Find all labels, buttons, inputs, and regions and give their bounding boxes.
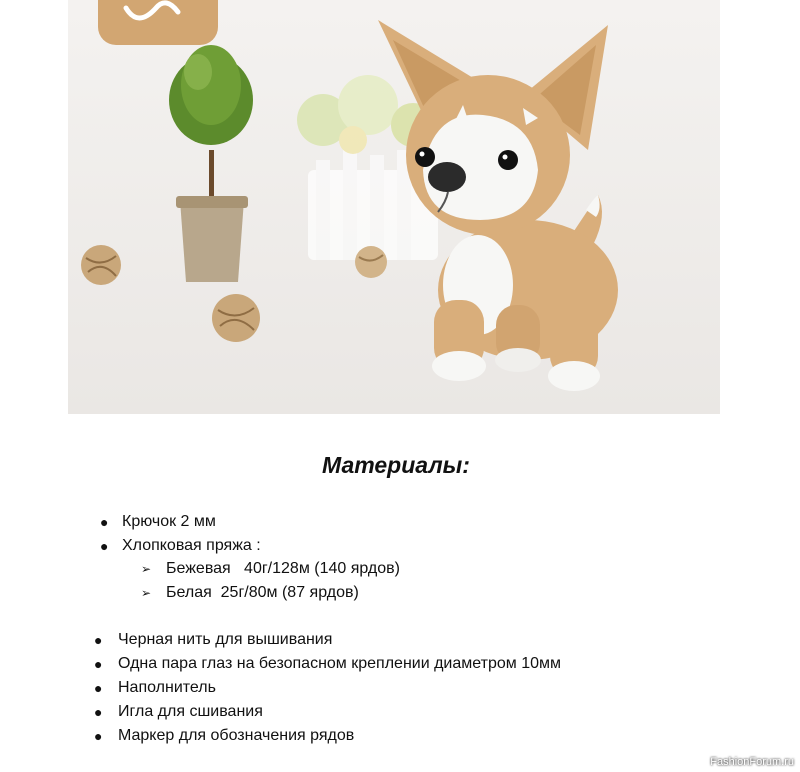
logo-badge [98,0,218,45]
list-item: ● Наполнитель [0,676,561,700]
bullet-icon: ● [94,728,103,744]
bullet-icon: ● [94,656,103,672]
list-item: ● Маркер для обозначения рядов [0,724,561,748]
yarn-sublist [0,557,400,605]
list-item: ● Черная нить для вышивания [0,628,561,652]
list-item: ● Крючок 2 мм [0,510,261,534]
list-item: ● Одна пара глаз на безопасном креплении диаметром 10мм [0,652,561,676]
supplies-list [0,628,561,748]
list-item: ● Игла для сшивания [0,700,561,724]
list-item: ➢ Белая 25г/80м (87 ярдов) [0,581,400,605]
product-photo [68,0,720,414]
bullet-icon: ● [94,704,103,720]
list-item: ➢ Бежевая 40г/128м (140 ярдов) [0,557,400,581]
arrow-bullet-icon: ➢ [141,562,152,576]
bullet-icon: ● [100,538,109,554]
tools-list [0,510,261,558]
materials-heading: Материалы: [322,452,470,478]
bullet-icon: ● [94,680,103,696]
watermark: FashionForum.ru [710,756,794,768]
bullet-icon: ● [100,514,109,530]
list-item: ● Хлопковая пряжа : [0,534,261,558]
amigurumi-dog-illustration [68,0,720,414]
arrow-bullet-icon: ➢ [141,586,152,600]
bullet-icon: ● [94,632,103,648]
